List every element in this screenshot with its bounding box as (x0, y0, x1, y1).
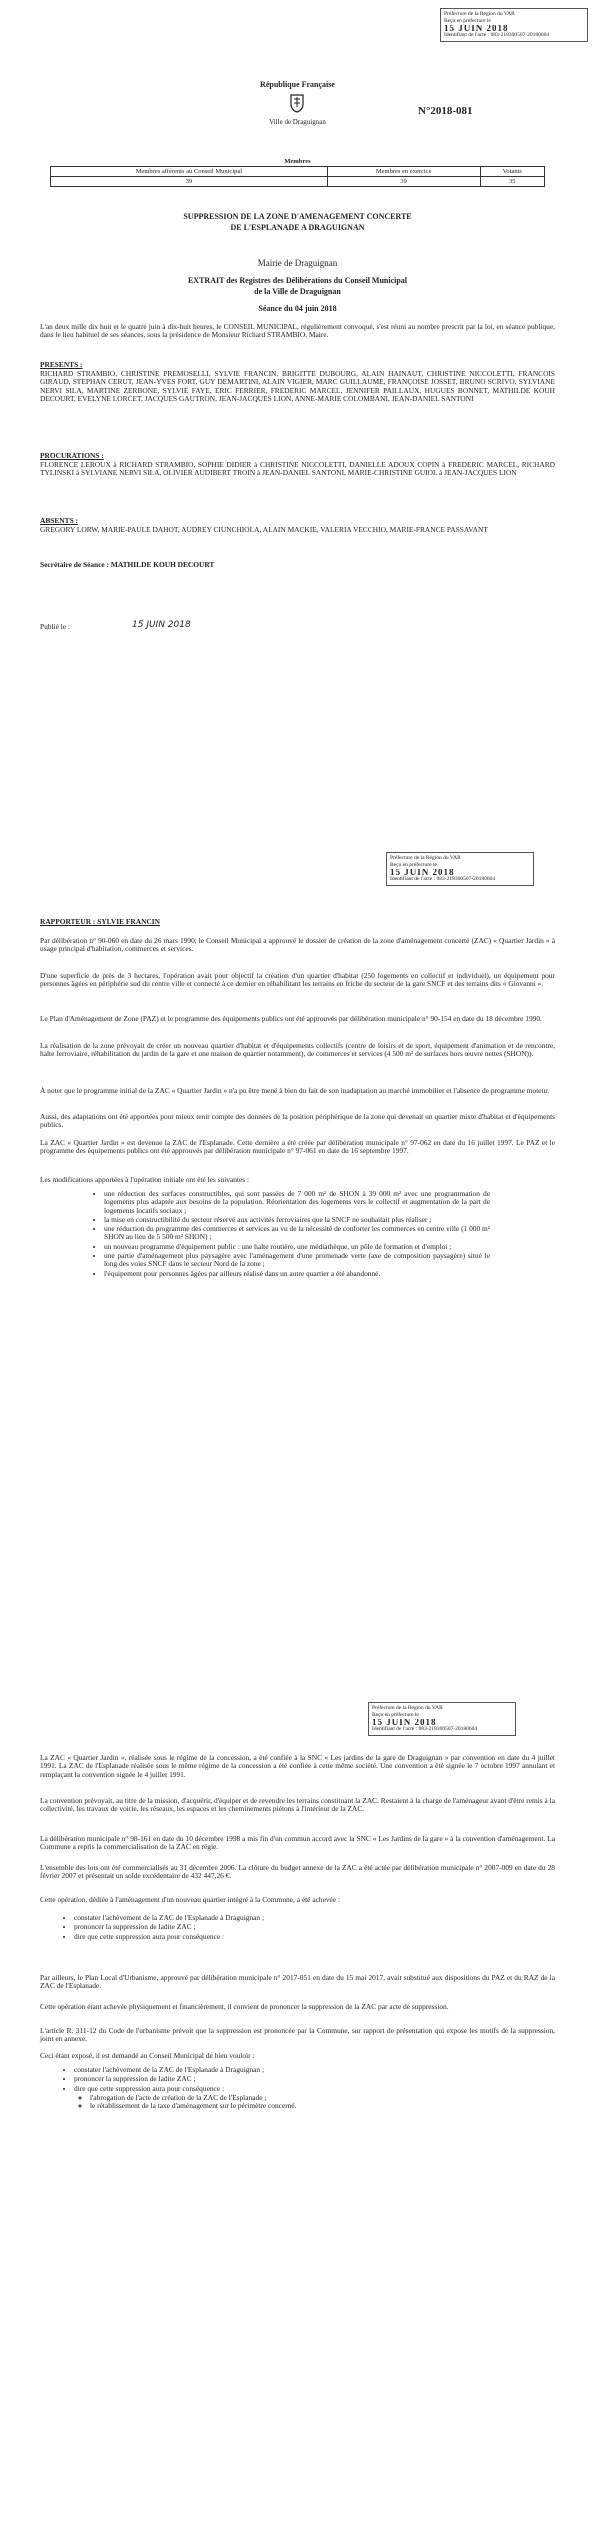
page2-paragraph-7: La ZAC « Quartier Jardin » est devenue la ZAC de l'Esplanade. Cette dernière a été créée par délibération municipale n° 97-062 en date du 16 juillet 1997. Le PAZ et le programme des équipements publics ont été approuvés par délibération municipale n° 97-061 en date du 16 septembre 1997. (40, 1138, 555, 1156)
absents-list: GREGORY LORW, MARIE-PAULE DAHOT, AUDREY CIUNCHIOLA, ALAIN MACKIE, VALERIA VECCHIO, MARIE-FRANCE PASSAVANT (40, 525, 488, 534)
absents-label: ABSENTS : (40, 516, 78, 525)
page-separator-2 (0, 1692, 595, 1700)
subject-line-2: DE L'ESPLANADE A DRAGUIGNAN (230, 223, 365, 232)
publie-date: 15 JUIN 2018 (132, 620, 191, 630)
extract-line-2: de la Ville de Draguignan (254, 287, 341, 296)
town-coat-of-arms (289, 93, 305, 113)
presents-label: PRESENTS : (40, 360, 83, 369)
page3-paragraph-7: Cette opération étant achevée physiquement et financièrement, il convient de prononcer la suppression de la ZAC par acte de suppression. (40, 2002, 449, 2011)
secretaire-de-seance: Secrétaire de Séance : MATHILDE KOUH DECOURT (40, 560, 215, 569)
page2-paragraph-3: Le Plan d'Aménagement de Zone (PAZ) et le programme des équipements publics ont été approuvés par délibération municipale n° 90-154 en date du 18 décembre 1990. (40, 1014, 542, 1023)
list-item: • prononcer la suppression de ladite ZAC ; (74, 1923, 530, 1931)
page3-paragraph-2: La convention prévoyait, au titre de la mission, d'acquérir, d'équiper et de revendre les terrains constituant la ZAC. Restaient à la charge de l'aménageur avant d'être remis à la collectivité, les travaux de voirie, les réseaux, les espaces et les cheminements piétons à l'intérieur de la ZAC. (40, 1796, 555, 1814)
stamp-line-id: Identifiant de l'acte : 083-218300507-20180604 (372, 1726, 478, 1732)
stamp-line-received: Reçu en préfecture le (444, 18, 491, 24)
prefecture-stamp (368, 1702, 516, 1736)
country-heading: République Française (260, 80, 335, 89)
page2-paragraph-1: Par délibération n° 90-060 en date du 26 mars 1990, le Conseil Municipal a approuvé le dossier de création de la zone d'aménagement concerté (ZAC) « Quartier Jardin » à usage principal d'habitation, commerces et services. (40, 936, 555, 954)
list-item: • l'équipement pour personnes âgées par ailleurs réalisé dans un autre quartier a été abandonné. (104, 1270, 490, 1278)
members-table (50, 157, 545, 187)
members-title: Membres (284, 158, 311, 165)
achievement-list (60, 1914, 530, 1942)
stamp-date: 15 JUIN 2018 (444, 25, 509, 32)
list-item: • une partie d'aménagement plus paysagère avec l'aménagement d'une promenade verte (axe de composition paysagère) situé le long des voies SNCF dans le secteur Nord de la zone ; (104, 1252, 490, 1269)
stamp-line-received: Reçu en préfecture le (390, 862, 437, 868)
members-val-votants: 35 (480, 177, 544, 187)
stamp-line-prefecture: Préfecture de la Région du VAR (444, 11, 515, 17)
extract-line-1: EXTRAIT des Registres des Délibérations du Conseil Municipal (187, 276, 408, 285)
procurations-label: PROCURATIONS : (40, 451, 104, 460)
stamp-date: 15 JUIN 2018 (372, 1719, 437, 1726)
stamp-date: 15 JUIN 2018 (390, 869, 455, 876)
members-val-exercice: 39 (327, 177, 480, 187)
intro-paragraph: L'an deux mille dix huit et le quatre juin à dix-huit heures, le CONSEIL MUNICIPAL, régulièrement convoqué, s'est réuni au nombre prescrit par la loi, en séance publique, dans le lieu habituel de ses séances, sous la présidence de Monsieur Richard STRAMBIO, Maire. (40, 322, 555, 340)
stamp-line-prefecture: Préfecture de la Région du VAR (372, 1705, 443, 1711)
seance-date: Séance du 04 juin 2018 (258, 304, 337, 313)
page2-paragraph-5: À noter que le programme initial de la ZAC « Quartier Jardin » n'a pu être mené à bien du fait de son inadaptation au marché immobilier et l'absence de programme moteur. (40, 1086, 550, 1095)
list-item: • constater l'achèvement de la ZAC de l'Esplanade à Draguignan ; (74, 1914, 530, 1922)
procurations-list: FLORENCE LEROUX à RICHARD STRAMBIO, SOPHIE DIDIER à CHRISTINE NICCOLETTI, DANIELLE ADOUX COPIN à FREDERIC MARCEL, RICHARD TYLINSKI à SYLVIANE NERVI SILA, OLIVIER AUDIBERT TROIN à JEAN-DANIEL SANTONI, MARIE-CHRISTINE GUIOL à JEAN-JACQUES LION (40, 460, 555, 478)
stamp-line-id: Identifiant de l'acte : 083-218300507-20180604 (390, 876, 496, 882)
page3-paragraph-6: Par ailleurs, le Plan Local d'Urbanisme, approuvé par délibération municipale n° 2017-051 en date du 15 mai 2017, avait substitué aux dispositions du PAZ et du RAZ de la ZAC de l'Esplanade. (40, 1973, 555, 1991)
presents-list: RICHARD STRAMBIO, CHRISTINE PREMOSELLI, SYLVIE FRANCIN, BRIGITTE DUBOURG, ALAIN HAINAUT, CHRISTINE NICCOLETTI, FRANCOIS GIRAUD, STEPHAN CERUT, JEAN-YVES FORT, GUY DEMARTINI, ALAIN VIGIER, MARC GUILLAUME, FRANÇOISE JOSSET, BRUNO SCRIVO, SYLVIANE NERVI SILA, MARTINE ZERBONE, SYLVIE FAYE, ERIC FERRIER, FREDERIC MARCEL, JENNIFER PAILLAUX, HUGUES BONNET, MATHILDE KOUH DECOURT, EVELYNE LORCET, JACQUES GAUTRON, JEAN-JACQUES LION, ANNE-MARIE COLOMBANI, JEAN-DANIEL SANTONI (40, 369, 555, 403)
list-item: • une réduction des surfaces constructibles, qui sont passées de 7 000 m² de SHON à 39 000 m² avec une programmation de logements plus adaptée aux besoins de la population. Réorientation des logements vers le collectif et augmentation de la part de logements locatifs sociaux ; (104, 1190, 490, 1215)
members-col-exercice: Membres en exercice (327, 167, 480, 177)
modifications-list (90, 1190, 490, 1279)
page3-paragraph-4: L'ensemble des lots ont été commercialisés au 31 décembre 2006. La clôture du budget annexe de la ZAC a été actée par délibération municipale n° 2007-009 en date du 28 février 2007 et présentait un solde excédentaire de 432 447,26 €. (40, 1863, 555, 1881)
rapporteur-heading: RAPPORTEUR : SYLVIE FRANCIN (40, 917, 160, 926)
subject-line-1: SUPPRESSION DE LA ZONE D'AMENAGEMENT CONCERTE (183, 212, 412, 221)
prefecture-stamp (386, 852, 534, 886)
list-item: • une réduction du programme des commerces et services au vu de la nécessité de conforter les commerces en centre ville (1 000 m² SHON au lieu de 5 500 m² SHON) ; (104, 1225, 490, 1242)
members-col-votants: Votants (480, 167, 544, 177)
mairie-heading: Mairie de Draguignan (257, 258, 338, 268)
prefecture-stamp (440, 8, 588, 42)
page-separator-1 (0, 842, 595, 850)
decision-item-dire: • dire que cette suppression aura pour conséquence : (74, 2085, 530, 2093)
page2-paragraph-2: D'une superficie de près de 3 hectares, l'opération avait pour objectif la création d'un quartier d'habitat (250 logements en collectif et individuel), un équipement pour personnes âgées en périphérie sud du centre ville et connecté à ce dernier en réhabilitant les terrains en friche du secteur de la gare SNCF et des terrains dits « Giovanni ». (40, 971, 555, 989)
list-item: • la mise en constructibilité du secteur réservé aux activités ferroviaires que la SNCF ne souhaitait plus réaliser ; (104, 1216, 490, 1224)
stamp-line-prefecture: Préfecture de la Région du VAR (390, 855, 461, 861)
list-item: • un nouveau programme d'équipement public : une halte routière, une médiathèque, un pôle de formation et d'emploi ; (104, 1243, 490, 1251)
decision-item-prononcer: • prononcer la suppression de ladite ZAC ; (74, 2075, 530, 2083)
page3-paragraph-5: Cette opération, dédiée à l'aménagement d'un nouveau quartier intégré à la Commune, a été achevée : (40, 1895, 341, 1904)
members-col-afferents: Membres afférents au Conseil Municipal (51, 167, 328, 177)
list-item: • dire que cette suppression aura pour conséquence : (74, 1933, 530, 1941)
page3-paragraph-8: L'article R. 311-12 du Code de l'urbanisme prévoit que la suppression est prononcée par la Commune, sur rapport de présentation qui expose les motifs de la suppression, joint en annexe. (40, 2026, 555, 2044)
stamp-line-received: Reçu en préfecture le (372, 1712, 419, 1718)
members-val-afferents: 39 (51, 177, 328, 187)
consequence-item-abrogation: ◦ l'abrogation de l'acte de création de la ZAC de l'Esplanade ; (90, 2094, 530, 2102)
document-page-2 (0, 850, 595, 1692)
stamp-line-id: Identifiant de l'acte : 083-218300507-20180604 (444, 32, 550, 38)
document-page-1 (0, 0, 595, 842)
consequence-item-taxe: ◦ le rétablissement de la taxe d'aménagement sur le périmètre concerné. (90, 2102, 530, 2110)
decision-item-constater: • constater l'achèvement de la ZAC de l'Esplanade à Draguignan ; (74, 2066, 530, 2074)
page2-paragraph-8: Les modifications apportées à l'opération initiale ont été les suivantes : (40, 1175, 250, 1184)
page3-paragraph-9: Ceci étant exposé, il est demandé au Conseil Municipal de bien vouloir : (40, 2051, 255, 2060)
page2-paragraph-6: Aussi, des adaptations ont été apportées pour mieux tenir compte des données de la position périphérique de la zone qui devenait un quartier mixte d'habitat et d'équipements publics. (40, 1112, 555, 1130)
document-page-3 (0, 1700, 595, 2536)
page3-paragraph-3: La délibération municipale n° 98-161 en date du 10 décembre 1998 a mis fin d'un commun accord avec la SNC « Les Jardins de la gare » à la convention d'aménagement. La Commune a repris la commercialisation de la ZAC en régie. (40, 1834, 555, 1852)
page2-paragraph-4: La réalisation de la zone prévoyait de créer un nouveau quartier d'habitat et d'équipements collectifs (centre de loisirs et de sport, équipement d'animation et de rencontre, halte ferroviaire, réhabilitation du jardin de la gare et une maison de quartier notamment), de commerces et services (4 500 m² de surfaces hors œuvre nettes (SHON)). (40, 1041, 555, 1059)
publie-label: Publié le : (40, 622, 70, 631)
page3-paragraph-1: La ZAC « Quartier Jardin », réalisée sous le régime de la concession, a été confiée à la SNC « Les jardins de la gare de Draguignan » par convention en date du 4 juillet 1991. La ZAC de l'Esplanade réalisée sous le même régime de la concession a été confiée à cette même société. Une convention a été signée le 7 octobre 1997 annulant et remplaçant la convention signée le 4 juillet 1991. (40, 1753, 555, 1779)
town-name: Ville de Draguignan (269, 118, 326, 126)
deliberation-number: N°2018-081 (418, 105, 473, 117)
decision-bullets (60, 2066, 530, 2110)
